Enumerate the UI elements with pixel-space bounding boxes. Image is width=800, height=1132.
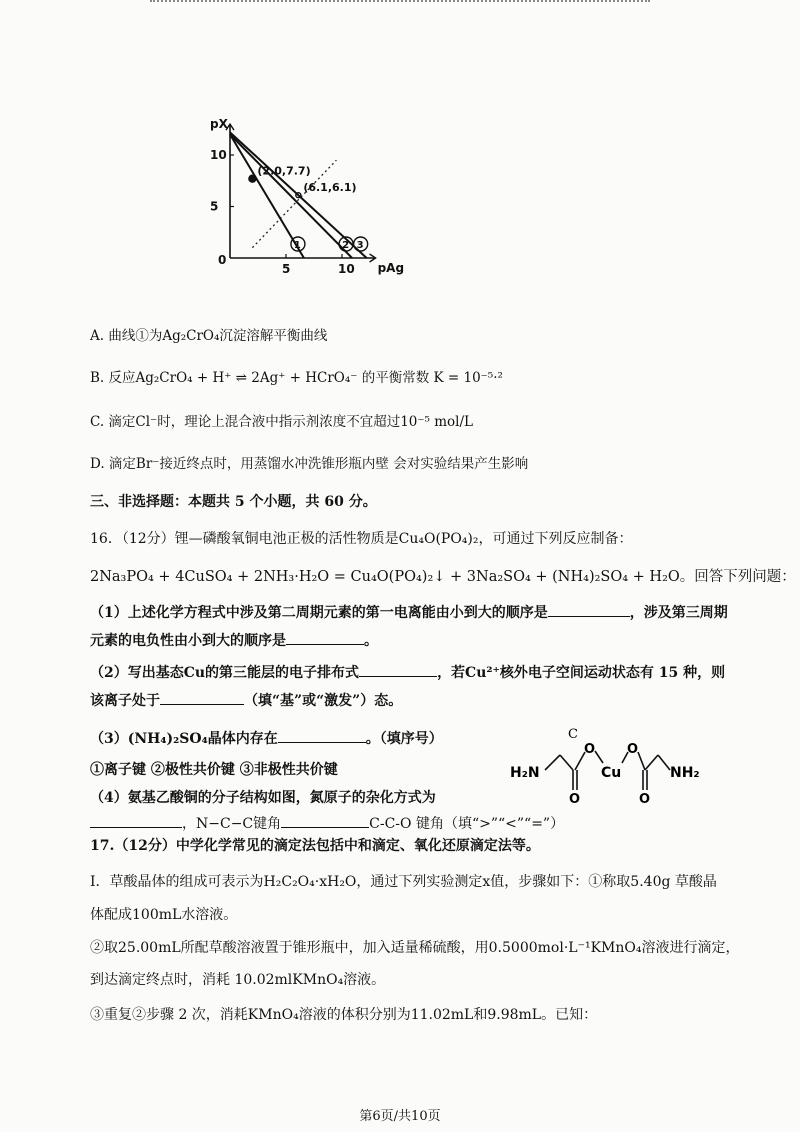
y-axis-label: pX <box>210 117 228 132</box>
option-d: D. 滴定Br⁻接近终点时，用蒸馏水冲洗锥形瓶内壁 会对实验结果产生影响 <box>90 456 529 472</box>
q16-part1-line2 <box>90 632 378 651</box>
q16-equation: 2Na₃PO₄ + 4CuSO₄ + 2NH₃·H₂O = Cu₄O(PO₄)₂↓ + 3Na₂SO₄ + (NH₄)₂SO₄ + H₂O。回答下列问题： <box>90 569 796 585</box>
q16-part2-line1 <box>90 664 725 683</box>
y-tick-label: 10 <box>210 148 227 162</box>
q17-line4: 到达滴定终点时，消耗 10.02mlKMnO₄溶液。 <box>90 972 386 988</box>
option-b: B. 反应Ag₂CrO₄ + H⁺ ⇌ 2Ag⁺ + HCrO₄⁻ 的平衡常数 K = 10⁻⁵·² <box>90 370 503 386</box>
series-line-2 <box>230 134 352 258</box>
x-tick-label: 10 <box>338 262 355 275</box>
q16-part3-options: ①离子键 ②极性共价键 ③非极性共价键 <box>90 762 338 778</box>
q17-line3: ②取25.00mL所配草酸溶液置于锥形瓶中，加入适量稀硫酸，用0.5000mol·L⁻¹KMnO₄溶液进行滴定， <box>90 940 740 956</box>
structure-right-group: NH₂ <box>670 765 700 781</box>
page-footer: 第6页/共10页 <box>359 1109 441 1124</box>
annotation-label-2: (6.1,6.1) <box>303 181 357 195</box>
option-c: C. 滴定Cl⁻时，理论上混合液中指示剂浓度不宜超过10⁻⁵ mol/L <box>90 414 473 430</box>
origin-label: 0 <box>218 253 227 267</box>
q17-line5: ③重复②步骤 2 次，消耗KMnO₄溶液的体积分别为11.02mL和9.98mL。已知： <box>90 1007 598 1023</box>
structure-o-bottom-right: O <box>639 792 651 805</box>
y-tick-label: 5 <box>210 199 219 214</box>
answer-blank-5[interactable] <box>278 730 366 743</box>
series-label-2: 2 <box>342 240 350 251</box>
answer-blank-4[interactable] <box>160 692 244 705</box>
structure-o-bottom-left: O <box>569 792 581 805</box>
q16-part4-line1: （4）氨基乙酸铜的分子结构如图，氮原子的杂化方式为 <box>90 790 436 806</box>
structure-o-left: O <box>584 742 596 757</box>
scan-top-edge <box>150 0 650 5</box>
q17-intro: 17.（12分）中学化学常见的滴定法包括中和滴定、氧化还原滴定法等。 <box>90 838 540 854</box>
q16-part1-text-d: 。 <box>364 633 378 649</box>
q16-part2-text-b: ，若Cu²⁺核外电子空间运动状态有 15 种，则 <box>437 665 726 681</box>
bond-o2-c3 <box>638 752 645 770</box>
series-label-1: 1 <box>293 240 301 251</box>
structure-left-group: H₂N <box>510 765 540 781</box>
px-pag-chart <box>200 75 430 275</box>
q17-line2: 体配成100mL水溶液。 <box>90 907 238 923</box>
glycinate-copper-structure <box>505 725 705 805</box>
x-axis-label: pAg <box>377 261 405 275</box>
q16-part2-line2 <box>90 692 402 711</box>
q16-part1-line1 <box>90 604 728 623</box>
q16-part1-text-c: 元素的电负性由小到大的顺序是 <box>90 633 286 649</box>
annotation-point-1 <box>249 175 256 182</box>
bond-c3-c4 <box>645 755 658 770</box>
q16-part4-line2 <box>90 815 564 834</box>
q16-part3-text-b: 。（填序号） <box>365 731 443 747</box>
bond-c4-n <box>658 755 670 770</box>
section-heading: 三、非选择题：本题共 5 个小题，共 60 分。 <box>90 494 377 510</box>
structure-top-mark: C <box>568 727 578 742</box>
q16-intro: 16．（12分）锂—磷酸氧铜电池正极的活性物质是Cu₄O(PO₄)₂，可通过下列反应制备： <box>90 531 633 547</box>
answer-blank-2[interactable] <box>286 632 364 645</box>
q16-part1-text-b: ，涉及第三周期 <box>629 605 728 621</box>
q16-part2-text-a: （2）写出基态Cu的第三能层的电子排布式 <box>90 665 360 681</box>
structure-metal: Cu <box>601 765 622 781</box>
q17-line1: Ⅰ．草酸晶体的组成可表示为H₂C₂O₄·xH₂O，通过下列实验测定x值，步骤如下：①称取5.40g 草酸晶 <box>90 874 717 890</box>
option-a: A. 曲线①为Ag₂CrO₄沉淀溶解平衡曲线 <box>90 328 328 344</box>
q16-part1-text-a: （1）上述化学方程式中涉及第二周期元素的第一电离能由小到大的顺序是 <box>90 605 548 621</box>
answer-blank-1[interactable] <box>548 604 630 617</box>
answer-blank-6[interactable] <box>90 815 182 828</box>
q16-part2-text-c: 该离子处于 <box>90 693 160 709</box>
annotation-label-1: (2.0,7.7) <box>257 164 311 178</box>
q16-part3-line <box>90 730 443 749</box>
answer-blank-7[interactable] <box>281 815 369 828</box>
bond-c1-c2 <box>560 755 573 770</box>
structure-o-right: O <box>627 742 639 757</box>
q16-part2-text-d: （填“基”或“激发”）态。 <box>244 693 403 709</box>
answer-blank-3[interactable] <box>359 664 437 677</box>
q16-part3-text-a: （3）(NH₄)₂SO₄晶体内存在 <box>90 731 278 747</box>
q16-part4-text-b: ，N−C−C键角 <box>182 816 282 832</box>
series-label-3: 3 <box>356 240 364 251</box>
x-tick-label: 5 <box>282 262 291 275</box>
bond-n-c1 <box>545 755 560 770</box>
q16-part4-text-c: C-C-O 键角（填“>”“<”“=”） <box>369 816 565 832</box>
bond-o1-cu <box>595 751 603 763</box>
